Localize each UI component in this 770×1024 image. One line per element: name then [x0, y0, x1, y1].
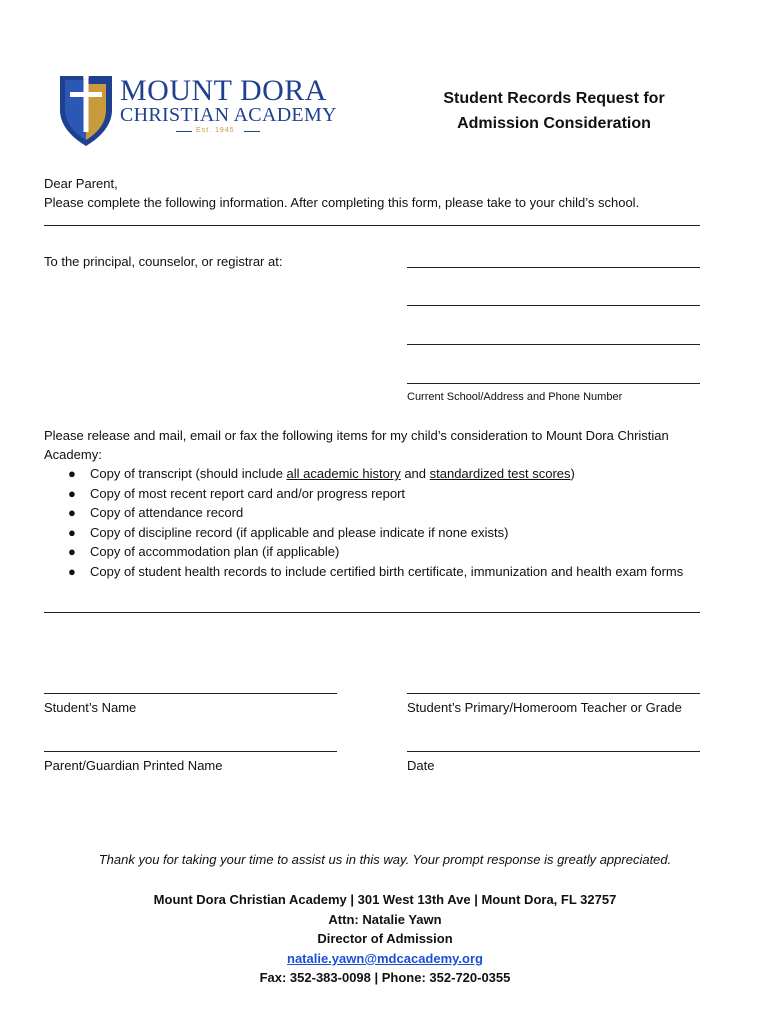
item-text: Copy of attendance record — [90, 505, 244, 520]
item-text: Copy of accommodation plan (if applicable) — [90, 544, 340, 559]
form-title-line2: Admission Consideration — [457, 115, 651, 132]
thank-you-note: Thank you for taking your time to assist us in this way. Your prompt response is greatly appreciated. — [98, 852, 672, 867]
list-item — [68, 523, 683, 543]
teacher-grade-line[interactable] — [407, 693, 700, 694]
logo-name-line1: MOUNT DORA — [120, 74, 327, 107]
list-item — [68, 484, 683, 504]
contact-footer — [40, 890, 730, 988]
recipient-line-1[interactable] — [407, 267, 700, 268]
requested-items-list — [68, 464, 683, 581]
list-item — [68, 464, 683, 484]
recipient-line-2[interactable] — [407, 305, 700, 306]
divider-top — [44, 225, 700, 226]
item-text: and — [400, 466, 430, 481]
logo-est-rule-right — [244, 131, 260, 132]
date-line[interactable] — [407, 751, 700, 752]
email-link[interactable]: natalie.yawn@mdcacademy.org — [287, 950, 483, 966]
bullet-icon: ● — [68, 466, 76, 481]
bullet-icon: ● — [68, 524, 76, 540]
parent-name-line[interactable] — [44, 751, 337, 752]
logo-established: Est. 1945 — [196, 127, 235, 134]
greeting: Dear Parent, — [44, 176, 118, 191]
parent-name-label: Parent/Guardian Printed Name — [44, 758, 223, 773]
recipient-label: To the principal, counselor, or registrar at: — [44, 254, 283, 269]
footer-role: Director of Admission — [317, 931, 453, 947]
form-title-line1: Student Records Request for — [443, 90, 665, 107]
footer-attn: Attn: Natalie Yawn — [328, 911, 442, 927]
logo-est-rule-left — [176, 131, 192, 132]
instruction: Please complete the following information. After completing this form, please take to your child’s school. — [44, 195, 640, 210]
form-title — [400, 86, 708, 136]
release-text-line2: Academy: — [44, 447, 102, 462]
item-text: Copy of transcript (should include — [90, 466, 287, 481]
date-label: Date — [407, 758, 435, 773]
item-text: ) — [570, 466, 575, 481]
list-item — [68, 542, 683, 562]
student-name-label: Student’s Name — [44, 700, 137, 715]
footer-contact: Fax: 352-383-0098 | Phone: 352-720-0355 — [259, 970, 511, 986]
recipient-line-3[interactable] — [407, 344, 700, 345]
divider-middle — [44, 612, 700, 613]
list-item — [68, 503, 683, 523]
bullet-icon: ● — [68, 563, 76, 579]
student-name-line[interactable] — [44, 693, 337, 694]
list-item — [68, 562, 683, 582]
item-text: Copy of student health records to include certified birth certificate, immunization and health exam forms — [90, 563, 684, 579]
item-emphasis: all academic history — [286, 466, 401, 481]
recipient-line-4[interactable] — [407, 383, 700, 384]
bullet-icon: ● — [68, 544, 76, 559]
bullet-icon: ● — [68, 505, 76, 520]
item-emphasis: standardized test scores — [429, 466, 571, 481]
logo-name-line2: CHRISTIAN ACADEMY — [120, 104, 337, 126]
footer-address: Mount Dora Christian Academy | 301 West 13th Ave | Mount Dora, FL 32757 — [153, 892, 617, 907]
item-text: Copy of discipline record (if applicable and please indicate if none exists) — [90, 524, 509, 540]
teacher-grade-label: Student’s Primary/Homeroom Teacher or Grade — [407, 700, 682, 715]
release-text-line1: Please release and mail, email or fax the following items for my child’s consideration to Mount Dora Christian — [44, 428, 669, 443]
recipient-caption: Current School/Address and Phone Number — [407, 391, 623, 403]
item-text: Copy of most recent report card and/or progress report — [90, 485, 406, 501]
bullet-icon: ● — [68, 485, 76, 501]
shield-cross-icon — [56, 68, 116, 148]
